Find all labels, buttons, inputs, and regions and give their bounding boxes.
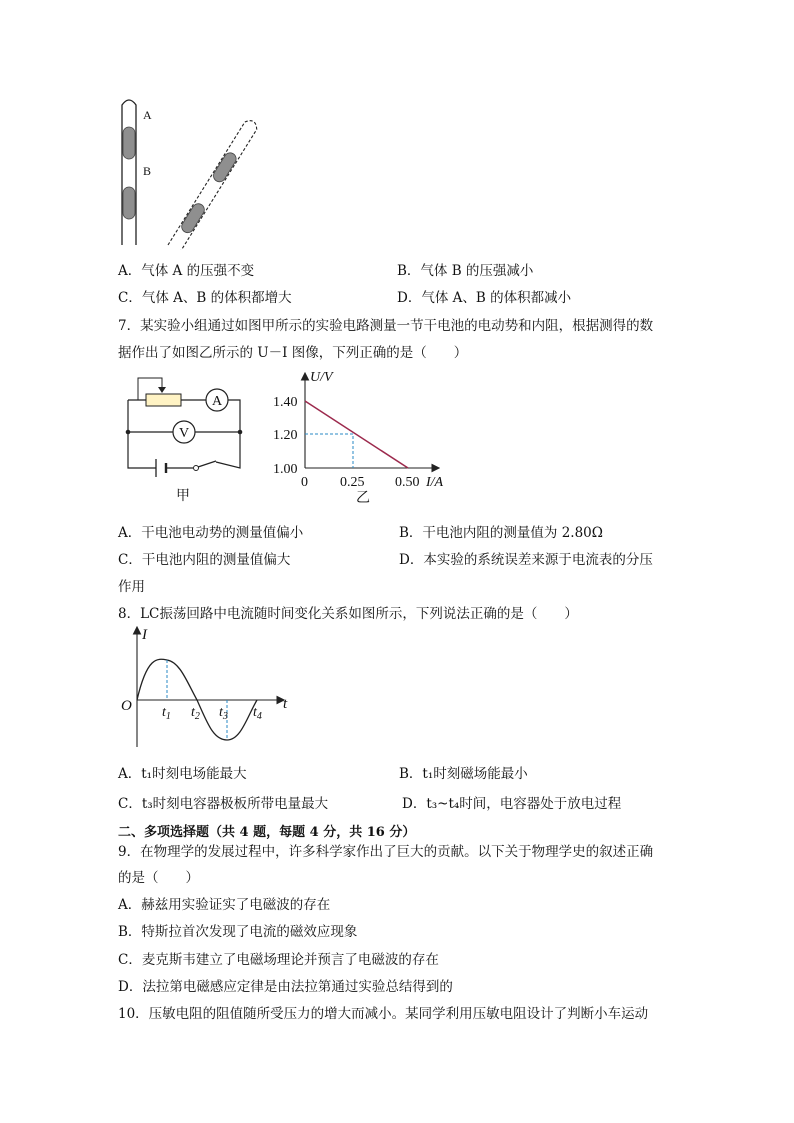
q6-option-b: B．气体 B 的压强减小 [397,263,534,279]
x-tick-3: 0.50 [395,475,420,490]
q9-option-c: C．麦克斯韦建立了电磁场理论并预言了电磁波的存在 [118,952,439,968]
q8-option-a: A．t₁时刻电场能最大 [118,766,247,782]
t-axis-label: t [283,696,288,712]
q9-stem-line2: 的是（ ） [118,870,199,886]
q7-circuit-diagram [118,370,258,505]
q9-option-a: A．赫兹用实验证实了电磁波的存在 [118,897,331,913]
t4-label: $t_4$ [253,705,262,722]
label-a: A [143,108,152,122]
t1-label: $t_1$ [162,705,171,722]
rheostat [146,394,181,406]
circuit-caption: 甲 [176,489,190,504]
y-tick-2: 1.20 [273,428,298,443]
q6-option-c: C．气体 A、B 的体积都增大 [118,290,292,306]
gas-column-a-inclined [211,151,238,184]
x-axis-label: I/A [426,475,444,490]
switch-arm [198,461,216,467]
q9-option-d: D．法拉第电磁感应定律是由法拉第通过实验总结得到的 [118,979,453,995]
switch-contact [194,466,199,471]
x-tick-1: 0 [301,475,308,490]
q10-stem-line1: 10．压敏电阻的阻值随所受压力的增大而减小。某同学利用压敏电阻设计了判断小车运动 [118,1006,649,1022]
t3-label: $t_3$ [219,705,228,722]
y-tick-1: 1.40 [273,395,298,410]
x-tick-2: 0.25 [340,475,365,490]
q7-option-b: B．干电池内阻的测量值为 2.80Ω [399,525,603,541]
gas-column-b-inclined [179,201,206,234]
q9-stem-line1: 9．在物理学的发展过程中，许多科学家作出了巨大的贡献。以下关于物理学史的叙述正确 [118,844,654,860]
section-heading: 二、多项选择题（共 4 题，每题 4 分，共 16 分） [118,825,416,840]
i-axis-label: I [142,627,147,643]
label-b: B [143,164,152,178]
guide-lines [305,434,353,468]
q6-option-a: A．气体 A 的压强不变 [118,263,255,279]
svg-text:A: A [212,394,223,409]
q7-ui-graph [270,368,460,508]
q6-option-d: D．气体 A、B 的体积都减小 [397,290,572,306]
q8-option-b: B．t₁时刻磁场能最小 [399,766,528,782]
gas-column-b [123,187,135,219]
origin-label: O [121,698,132,714]
q7-stem-line1: 7．某实验小组通过如图甲所示的实验电路测量一节干电池的电动势和内阻，根据测得的数 [118,318,654,334]
t2-label: $t_2$ [191,705,200,722]
gas-column-a [123,127,135,159]
q7-option-d: D．本实验的系统误差来源于电流表的分压 [399,552,653,568]
graph-caption: 乙 [356,491,370,506]
q8-option-d: D．t₃~t₄时间，电容器处于放电过程 [402,796,622,812]
q8-stem: 8．LC振荡回路中电流随时间变化关系如图所示，下列说法正确的是（ ） [118,606,578,622]
q8-option-c: C．t₃时刻电容器极板所带电量最大 [118,796,329,812]
q7-option-a: A．干电池电动势的测量值偏小 [118,525,304,541]
svg-text:V: V [179,426,190,441]
q7-stem-line2: 据作出了如图乙所示的 U－I 图像，下列正确的是（ ） [118,345,468,361]
q8-current-graph [115,622,300,752]
y-tick-3: 1.00 [273,462,298,477]
q7-option-d-cont: 作用 [118,579,145,595]
y-axis-label: U/V [310,370,333,385]
q9-option-b: B．特斯拉首次发现了电流的磁效应现象 [118,924,358,940]
q7-option-c: C．干电池内阻的测量值偏大 [118,552,291,568]
q6-tube-figure [110,95,260,250]
